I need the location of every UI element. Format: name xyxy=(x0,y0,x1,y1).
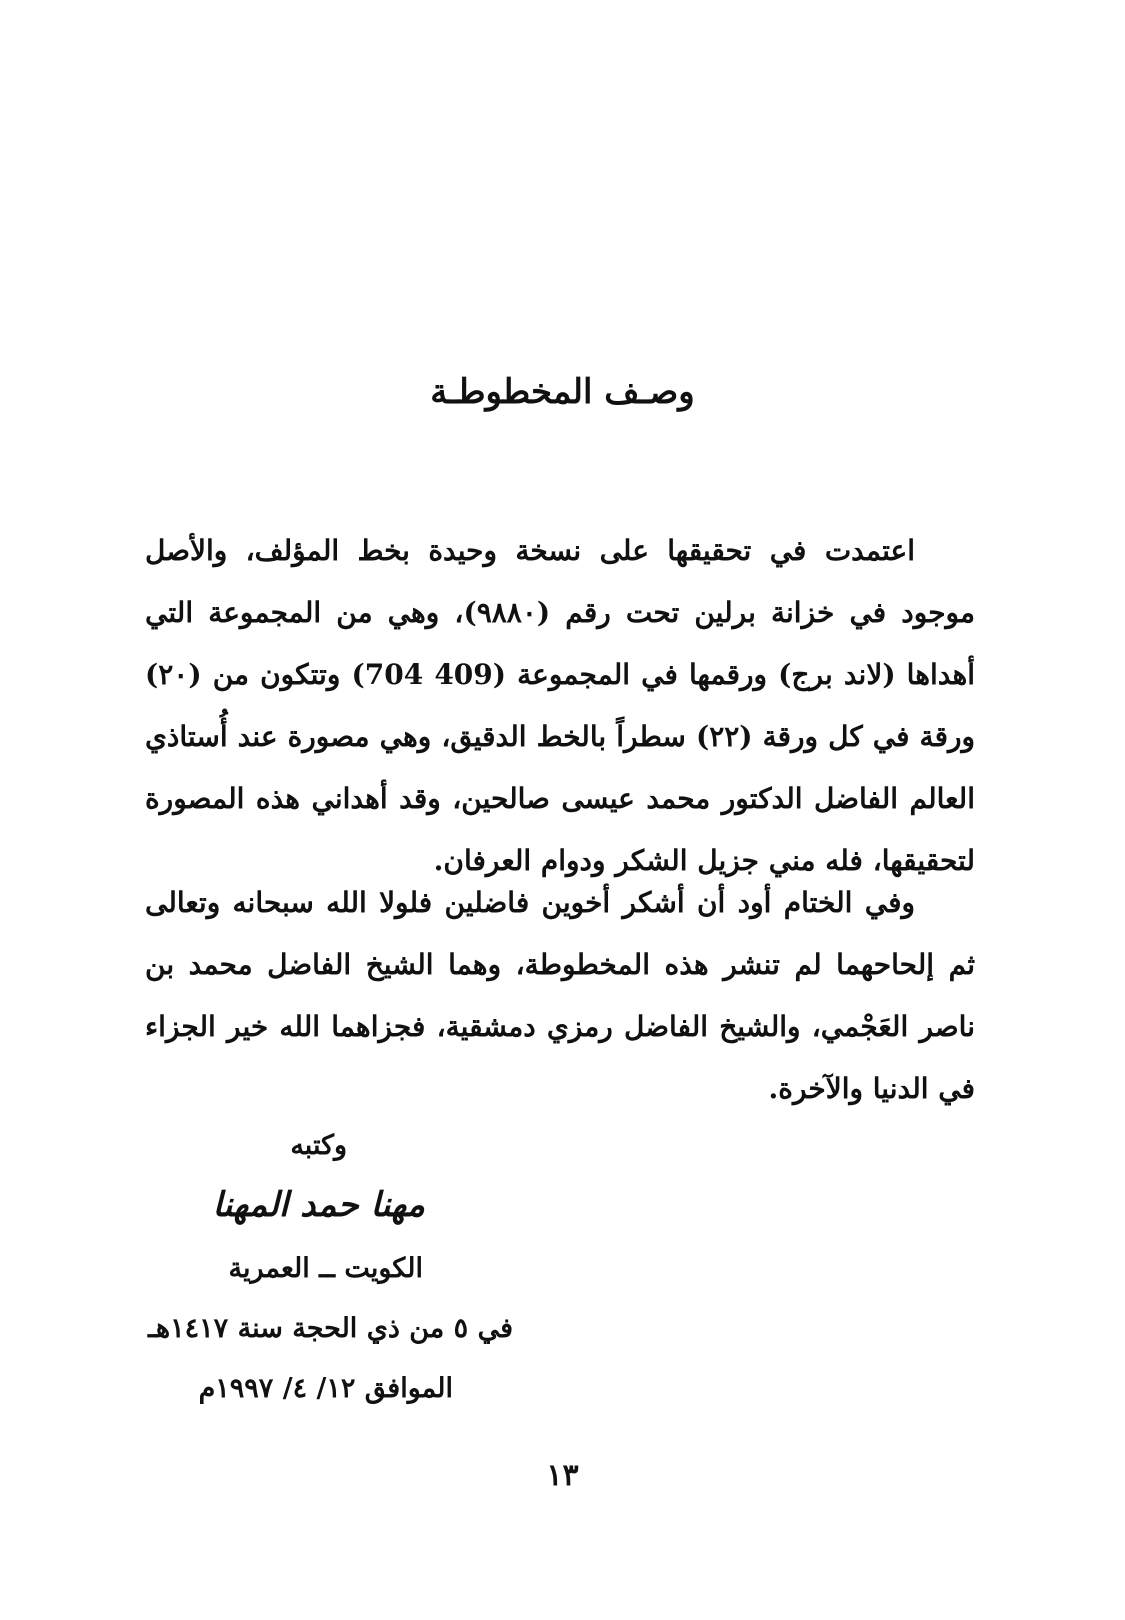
paragraph-line: وفي الختام أود أن أشكر أخوين فاضلين فلولا الله سبحانه وتعالى xyxy=(145,886,915,919)
paragraph-manuscript-description xyxy=(145,520,975,892)
signature-intro: وكتبه xyxy=(290,1130,347,1161)
paragraph-line: أهداها (لاند برج) ورقمها في المجموعة (409 704) وتتكون من (٢٠) xyxy=(145,658,975,691)
author-signature: مهنا حمد المهنا xyxy=(212,1185,425,1225)
signature-gregorian-date: الموافق ١٢/ ٤/ ١٩٩٧م xyxy=(198,1373,453,1404)
paragraph-line: اعتمدت في تحقيقها على نسخة وحيدة بخط المؤلف، والأصل xyxy=(145,534,915,567)
paragraph-line: موجود في خزانة برلين تحت رقم (٩٨٨٠)، وهي من المجموعة التي xyxy=(145,596,975,629)
signature-place: الكويت ــ العمرية xyxy=(228,1253,423,1284)
paragraph-line: العالم الفاضل الدكتور محمد عيسى صالحين، وقد أهداني هذه المصورة xyxy=(145,782,975,815)
paragraph-line: ثم إلحاحهما لم تنشر هذه المخطوطة، وهما الشيخ الفاضل محمد بن xyxy=(145,948,975,981)
paragraph-line: في الدنيا والآخرة. xyxy=(768,1072,975,1105)
section-title: وصـف المخطوطـة xyxy=(430,372,695,412)
paragraph-line: ورقة في كل ورقة (٢٢) سطراً بالخط الدقيق، وهي مصورة عند أُستاذي xyxy=(145,720,975,753)
paragraph-acknowledgements xyxy=(145,872,975,1120)
page-number: ١٣ xyxy=(546,1458,579,1493)
signature-hijri-date: في ٥ من ذي الحجة سنة ١٤١٧هـ xyxy=(148,1313,513,1344)
paragraph-line: ناصر العَجْمي، والشيخ الفاضل رمزي دمشقية، فجزاهما الله خير الجزاء xyxy=(145,1010,975,1043)
paragraph-line: لتحقيقها، فله مني جزيل الشكر ودوام العرفان. xyxy=(433,844,975,877)
